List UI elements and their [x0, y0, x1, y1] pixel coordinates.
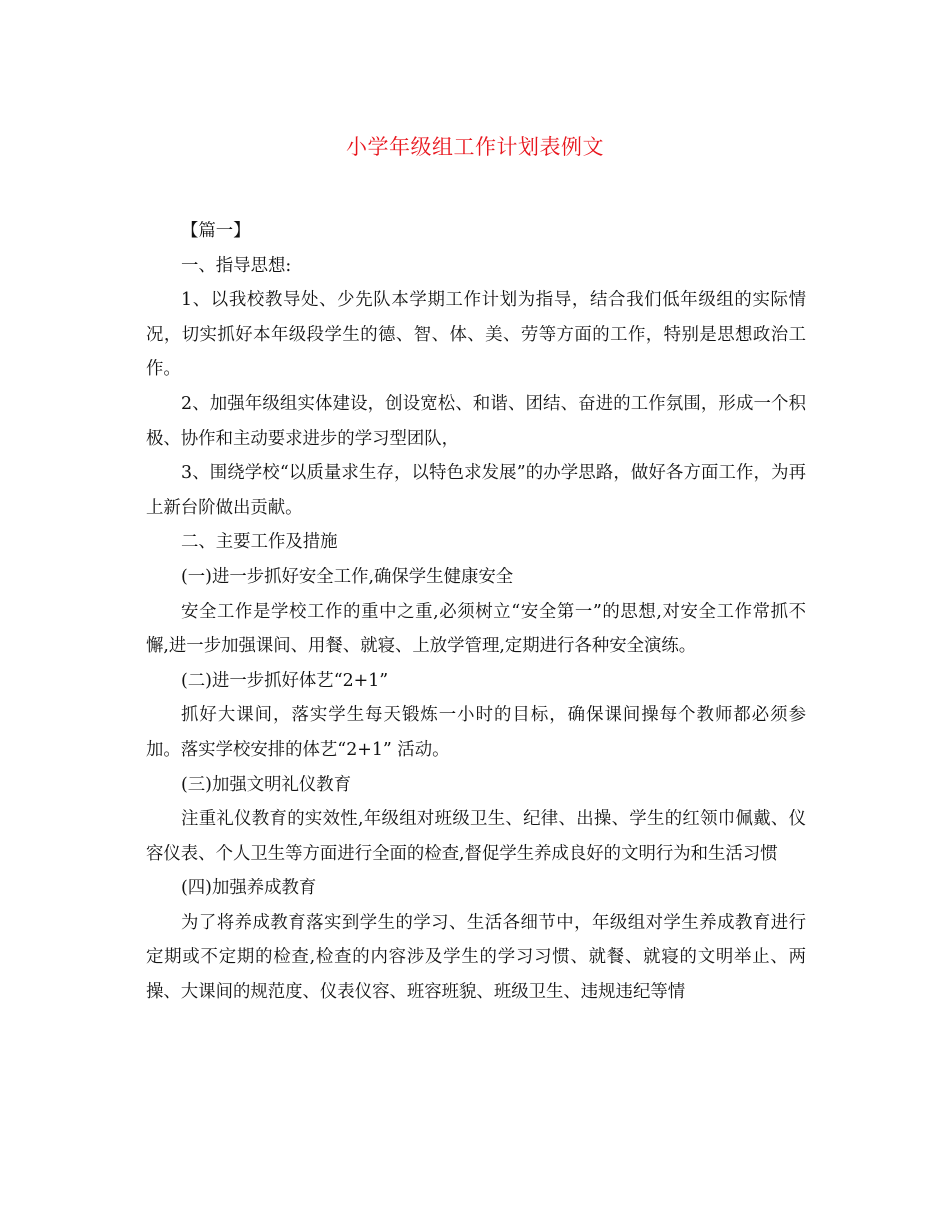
subheading-safety: (一)进一步抓好安全工作,确保学生健康安全 [181, 566, 514, 587]
subheading-habits: (四)加强养成教育 [181, 878, 317, 899]
heading-main-work: 二、主要工作及措施 [181, 532, 338, 553]
paragraph-item-3: 3、围绕学校“以质量求生存，以特色求发展”的办学思路，做好各方面工作，为再上新台阶做出贡献。 [146, 463, 806, 518]
subheading-sports-art: (二)进一步抓好体艺“2+1” [181, 670, 389, 691]
paragraph-habits: 为了将养成教育落实到学生的学习、生活各细节中，年级组对学生养成教育进行定期或不定期的检查,检查的内容涉及学生的学习习惯、就餐、就寝的文明举止、两操、大课间的规范度、仪表仪容、班容班貌、班级卫生、违规违纪等情 [146, 912, 806, 1003]
paragraph-etiquette: 注重礼仪教育的实效性,年级组对班级卫生、纪律、出操、学生的红领巾佩戴、仪容仪表、个人卫生等方面进行全面的检查,督促学生养成良好的文明行为和生活习惯 [146, 809, 806, 864]
document-body [146, 214, 806, 1010]
paragraph-item-1: 1、以我校教导处、少先队本学期工作计划为指导，结合我们低年级组的实际情况，切实抓好本年级段学生的德、智、体、美、劳等方面的工作，特别是思想政治工作。 [146, 290, 806, 380]
heading-guiding-ideology: 一、指导思想: [181, 255, 292, 276]
subheading-etiquette: (三)加强文明礼仪教育 [181, 774, 352, 795]
section-label: 【篇一】 [181, 221, 251, 241]
document-title: 小学年级组工作计划表例文 [346, 135, 604, 159]
paragraph-sports-art: 抓好大课间，落实学生每天锻炼一小时的目标，确保课间操每个教师都必须参加。落实学校安排的体艺“2+1” 活动。 [146, 705, 806, 760]
paragraph-safety: 安全工作是学校工作的重中之重,必须树立“安全第一”的思想,对安全工作常抓不懈,进一步加强课间、用餐、就寝、上放学管理,定期进行各种安全演练。 [146, 601, 806, 657]
paragraph-item-2: 2、加强年级组实体建设，创设宽松、和谐、团结、奋进的工作氛围，形成一个积极、协作和主动要求进步的学习型团队， [146, 393, 806, 449]
